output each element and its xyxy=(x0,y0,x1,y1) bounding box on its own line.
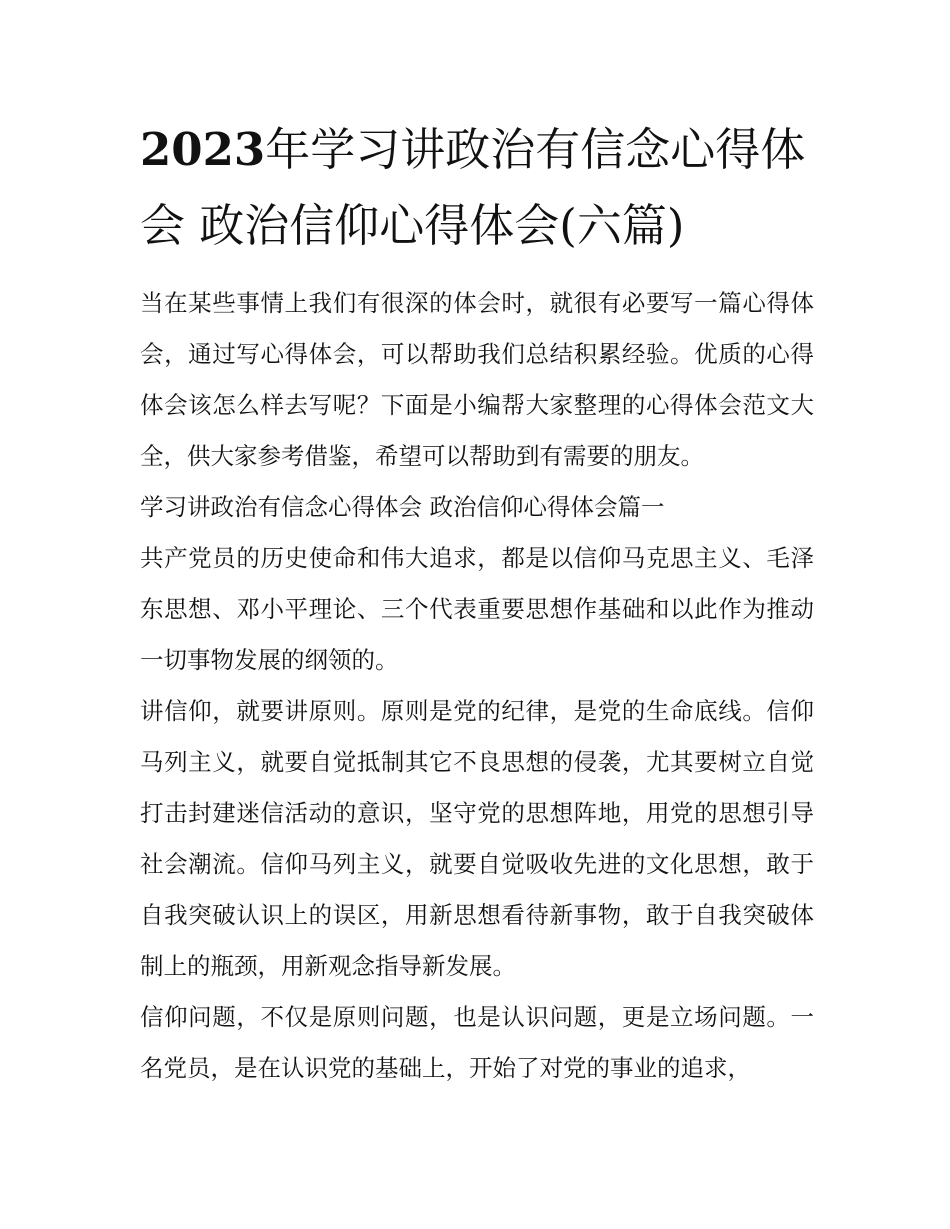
section-heading: 学习讲政治有信念心得体会 政治信仰心得体会篇一 xyxy=(140,493,665,521)
title-year: 2023 xyxy=(140,123,266,176)
body-paragraph: 共产党员的历史使命和伟大追求，都是以信仰马克思主义、毛泽东思想、邓小平理论、三个代表重要思想作基础和以此作为推动一切事物发展的纲领的。 xyxy=(140,544,814,674)
title-text: 年学习讲政治有信念心得体会 政治信仰心得体会(六篇) xyxy=(140,123,806,252)
document-title xyxy=(140,112,814,264)
body-paragraph: 信仰问题，不仅是原则问题，也是认识问题，更是立场问题。一名党员，是在认识党的基础上，开始了对党的事业的追求， xyxy=(140,1003,814,1082)
body-paragraph: 讲信仰，就要讲原则。原则是党的纪律，是党的生命底线。信仰马列主义，就要自觉抵制其它不良思想的侵袭，尤其要树立自觉打击封建迷信活动的意识，坚守党的思想阵地，用党的思想引导社会潮流。信仰马列主义，就要自觉吸收先进的文化思想，敢于自我突破认识上的误区，用新思想看待新事物，敢于自我突破体制上的瓶颈，用新观念指导新发展。 xyxy=(140,697,814,980)
document-body xyxy=(140,112,814,1094)
intro-paragraph: 当在某些事情上我们有很深的体会时，就很有必要写一篇心得体会，通过写心得体会，可以帮助我们总结积累经验。优质的心得体会该怎么样去写呢？下面是小编帮大家整理的心得体会范文大全，供大家参考借鉴，希望可以帮助到有需要的朋友。 xyxy=(140,289,814,470)
